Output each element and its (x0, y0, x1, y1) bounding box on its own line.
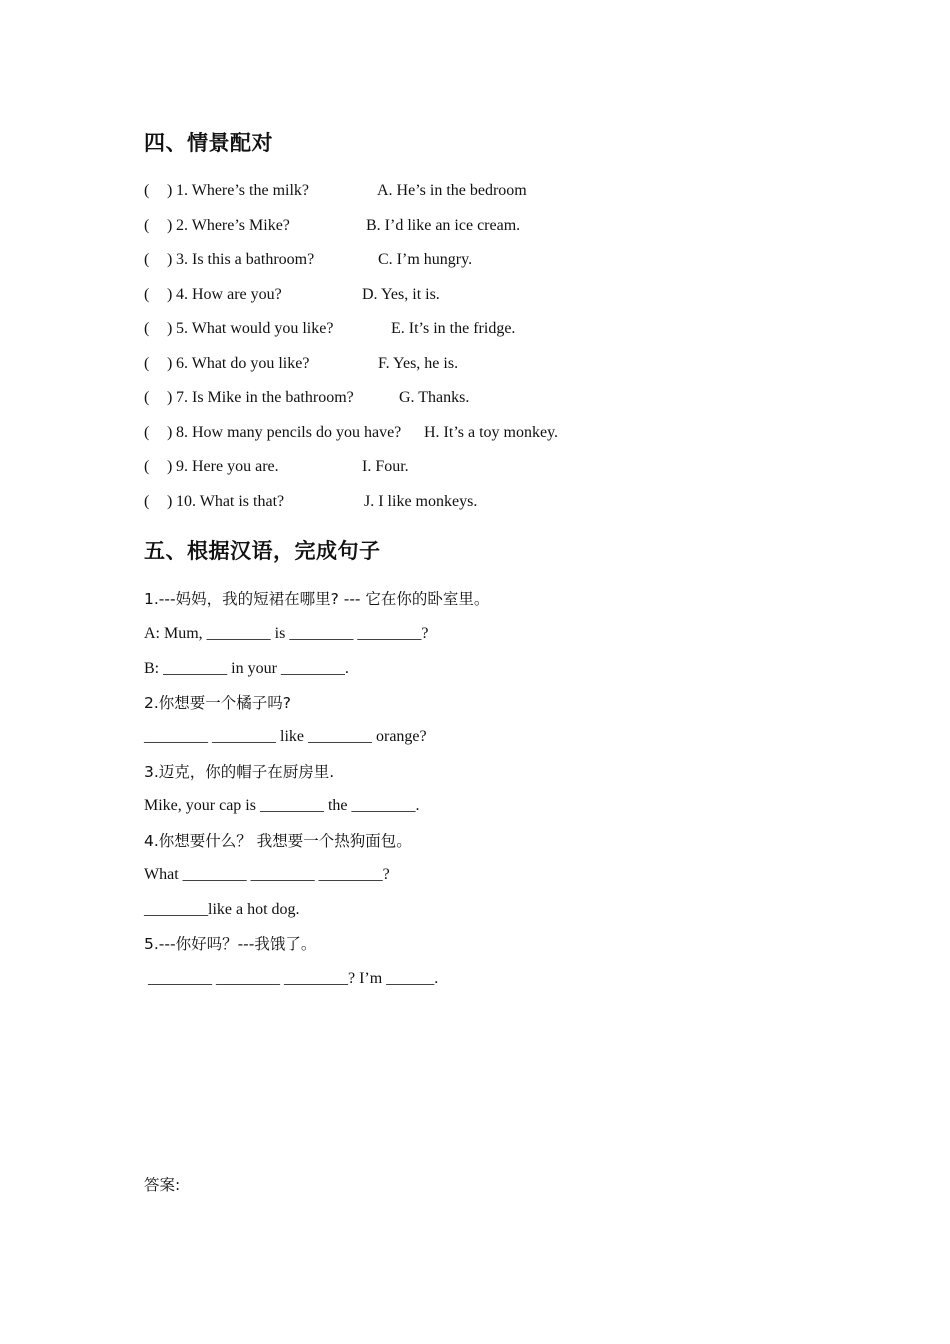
chinese-prompt: 4.你想要什么？ 我想要一个热狗面包。 (144, 832, 412, 850)
matching-question: 3. Is this a bathroom? (176, 251, 315, 268)
fill-in-sentence[interactable]: B: ________ in your ________. (144, 660, 349, 677)
matching-option: G. Thanks. (399, 389, 470, 406)
fill-in-sentence[interactable]: What ________ ________ ________? (144, 866, 390, 883)
matching-question: 8. How many pencils do you have? (176, 424, 402, 441)
matching-question: 10. What is that? (176, 493, 285, 510)
section-5-title: 五、根据汉语，完成句子 (144, 539, 381, 563)
matching-question: 9. Here you are. (176, 458, 279, 475)
chinese-prompt: 5.---你好吗？---我饿了。 (144, 935, 317, 953)
fill-in-sentence[interactable]: ________like a hot dog. (144, 901, 300, 918)
matching-option: H. It’s a toy monkey. (424, 424, 559, 441)
matching-question: 1. Where’s the milk? (176, 182, 309, 199)
matching-question: 2. Where’s Mike? (176, 217, 290, 234)
matching-question: 5. What would you like? (176, 320, 334, 337)
chinese-prompt: 3.迈克，你的帽子在厨房里. (144, 763, 335, 781)
fill-in-sentence[interactable]: Mike, your cap is ________ the ________. (144, 797, 420, 814)
chinese-prompt: 1.---妈妈，我的短裙在哪里? --- 它在你的卧室里。 (144, 590, 490, 608)
matching-option: E. It’s in the fridge. (391, 320, 516, 337)
fill-in-sentence[interactable]: ________ ________ ________? I’m ______. (144, 970, 439, 987)
chinese-prompt: 2.你想要一个橘子吗? (144, 694, 292, 712)
fill-in-sentence[interactable]: ________ ________ like ________ orange? (144, 728, 427, 745)
matching-question: 6. What do you like? (176, 355, 310, 372)
worksheet-page: 四、情景配对 ( ) 1. Where’s the milk? A. He’s in the bedroom ( ) 2. Where’s Mike? B. I’d like an ice cream. ( ) 3. Is this a bathroom? C. I’m hungry. ( ) 4. How are you? D. Yes, it is. ( ) 5. What would you like? E. It’s in the fridge. ( ) 6. What do you like? F. Yes, he is. ( ) 7. Is Mike in the bathroom? G. Thanks. ( ) 8. How many pencils do you have? H. It’s a toy monkey. ( ) 9. Here you are. I. Four. ( ) 10. What is that? J. I like monkeys. 五、根据汉语，完成句子 1.---妈妈，我的短裙在哪里? --- 它在你的卧室里。 A: Mum, ________ is ________ ________? B: ________ in your ________. 2.你想要一个橘子吗? ________ ________ like ________ orange? 3.迈克，你的帽子在厨房里. Mike, your cap is ________ the ________. 4.你想要什么？ 我想要一个热狗面包。 What ________ ________ ________? ________like a hot dog. 5.---你好吗？---我饿了。 ________ ________ ________? I’m ______. 答案: (0, 0, 950, 1344)
matching-option: J. I like monkeys. (364, 493, 478, 510)
fill-in-sentence[interactable]: A: Mum, ________ is ________ ________? (144, 625, 429, 642)
section-4-title: 四、情景配对 (144, 131, 273, 155)
matching-option: C. I’m hungry. (378, 251, 473, 268)
answer-label: 答案: (144, 1176, 181, 1194)
matching-option: I. Four. (362, 458, 409, 475)
matching-option: F. Yes, he is. (378, 355, 459, 372)
matching-option: D. Yes, it is. (362, 286, 440, 303)
matching-option: B. I’d like an ice cream. (366, 217, 521, 234)
matching-question: 7. Is Mike in the bathroom? (176, 389, 354, 406)
matching-question: 4. How are you? (176, 286, 282, 303)
matching-option: A. He’s in the bedroom (377, 182, 527, 199)
